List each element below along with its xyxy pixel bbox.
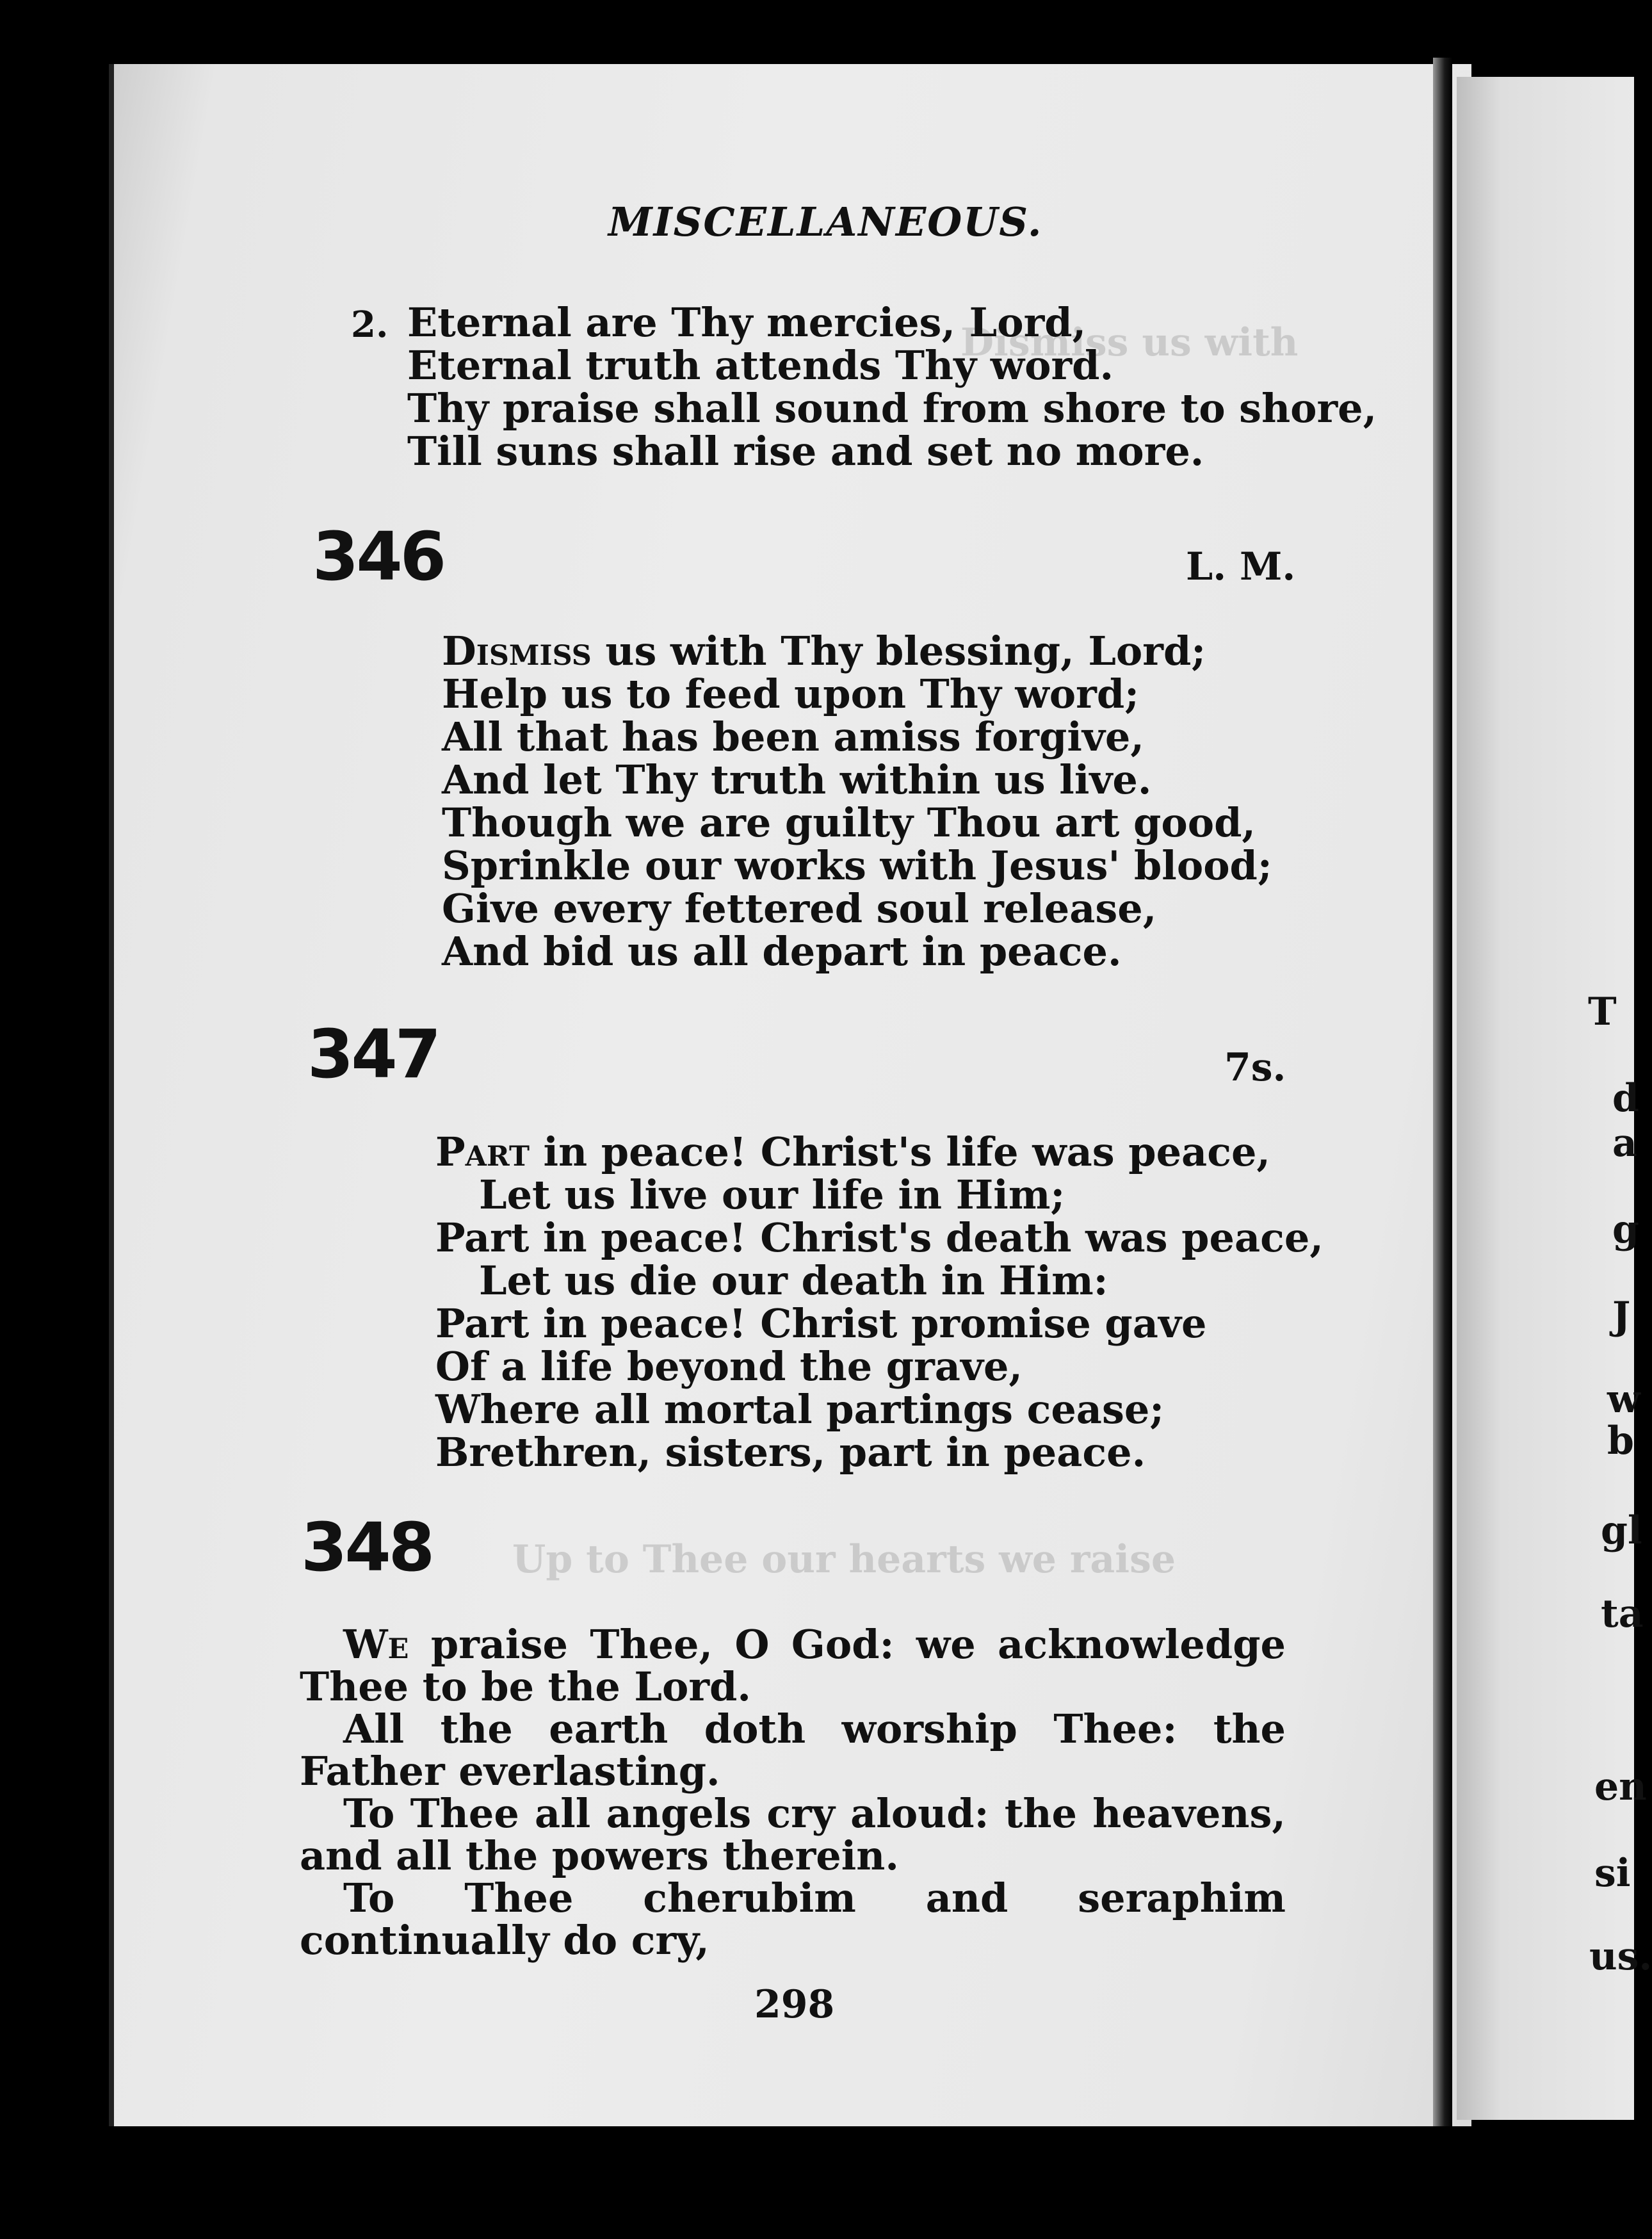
verse-line: Let us die our death in Him: xyxy=(479,1257,1108,1304)
page-number: 298 xyxy=(754,1982,835,2027)
verse-line: All that has been amiss forgive, xyxy=(442,713,1144,760)
stanza-2 xyxy=(351,301,1377,473)
verse-line: Part in peace! Christ's death was peace, xyxy=(435,1214,1324,1261)
hymn-348-text xyxy=(300,1621,1286,1964)
verse-line: in peace! Christ's life was peace, xyxy=(529,1128,1270,1175)
right-page-fragment: si xyxy=(1594,1851,1631,1896)
right-page-fragment: ta xyxy=(1601,1592,1644,1636)
hymn-346-verse xyxy=(442,630,1272,973)
verse-line: Though we are guilty Thou art good, xyxy=(442,799,1256,846)
hymn-meter: 7s. xyxy=(1224,1045,1286,1090)
right-page-fragment: a xyxy=(1612,1121,1637,1166)
right-page-fragment: d xyxy=(1612,1076,1639,1121)
verse-line: Give every fettered soul release, xyxy=(442,885,1157,932)
verse-line: Brethren, sisters, part in peace. xyxy=(435,1429,1146,1476)
first-word: Part xyxy=(435,1128,530,1175)
show-through: Dismiss us with xyxy=(960,320,1299,365)
verse-line: Of a life beyond the grave, xyxy=(435,1343,1023,1390)
verse-line: Eternal truth attends Thy word. xyxy=(407,342,1114,389)
verse-line: Thy praise shall sound from shore to shore, xyxy=(407,385,1377,432)
right-page-fragment: J xyxy=(1612,1294,1631,1339)
verse-line: Where all mortal partings cease; xyxy=(435,1386,1165,1433)
right-page-fragment: T xyxy=(1588,989,1617,1034)
first-word: Dismiss xyxy=(442,628,592,674)
right-page-fragment: g xyxy=(1612,1207,1639,1252)
right-page-fragment: w xyxy=(1607,1377,1640,1422)
first-word: We xyxy=(343,1621,409,1668)
right-page-fragment: us. xyxy=(1589,1934,1652,1979)
verse-line: Sprinkle our works with Jesus' blood; xyxy=(442,842,1272,889)
right-page-fragment: en xyxy=(1594,1764,1647,1809)
hymn-meter: L. M. xyxy=(1186,544,1296,589)
verse-line: Eternal are Thy mercies, Lord, xyxy=(407,299,1087,346)
hymn-number: 348 xyxy=(301,1508,433,1586)
canticle-paragraph: To Thee cherubim and seraphim continually do cry, xyxy=(300,1875,1286,1964)
running-head xyxy=(0,199,1634,250)
right-page xyxy=(1457,77,1634,2120)
verse-line: Let us live our life in Him; xyxy=(479,1171,1065,1218)
canticle-paragraph: All the earth doth worship Thee: the Father everlasting. xyxy=(300,1706,1286,1795)
running-head-title: MISCELLANEOUS. xyxy=(608,199,1043,245)
verse-line: us with Thy blessing, Lord; xyxy=(591,628,1206,674)
hymn-number: 347 xyxy=(307,1015,439,1093)
right-page-fragment: gl xyxy=(1601,1508,1642,1553)
right-page-fragment: b xyxy=(1607,1419,1634,1463)
book-gutter xyxy=(1433,58,1452,2126)
verse-line: Till suns shall rise and set no more. xyxy=(407,428,1204,475)
verse-line: And bid us all depart in peace. xyxy=(442,928,1122,975)
canticle-paragraph: To Thee all angels cry aloud: the heavens, and all the powers therein. xyxy=(300,1790,1286,1879)
verse-line: Part in peace! Christ promise gave xyxy=(435,1300,1207,1347)
stanza-number: 2. xyxy=(351,304,389,346)
canticle-paragraph: We praise Thee, O God: we acknowledge Thee to be the Lord. xyxy=(300,1621,1286,1710)
hymn-347-verse xyxy=(435,1130,1324,1474)
verse-line: Help us to feed upon Thy word; xyxy=(442,671,1140,717)
show-through: Up to Thee our hearts we raise xyxy=(512,1537,1176,1582)
verse-line: And let Thy truth within us live. xyxy=(442,756,1152,803)
hymn-number: 346 xyxy=(312,517,444,596)
